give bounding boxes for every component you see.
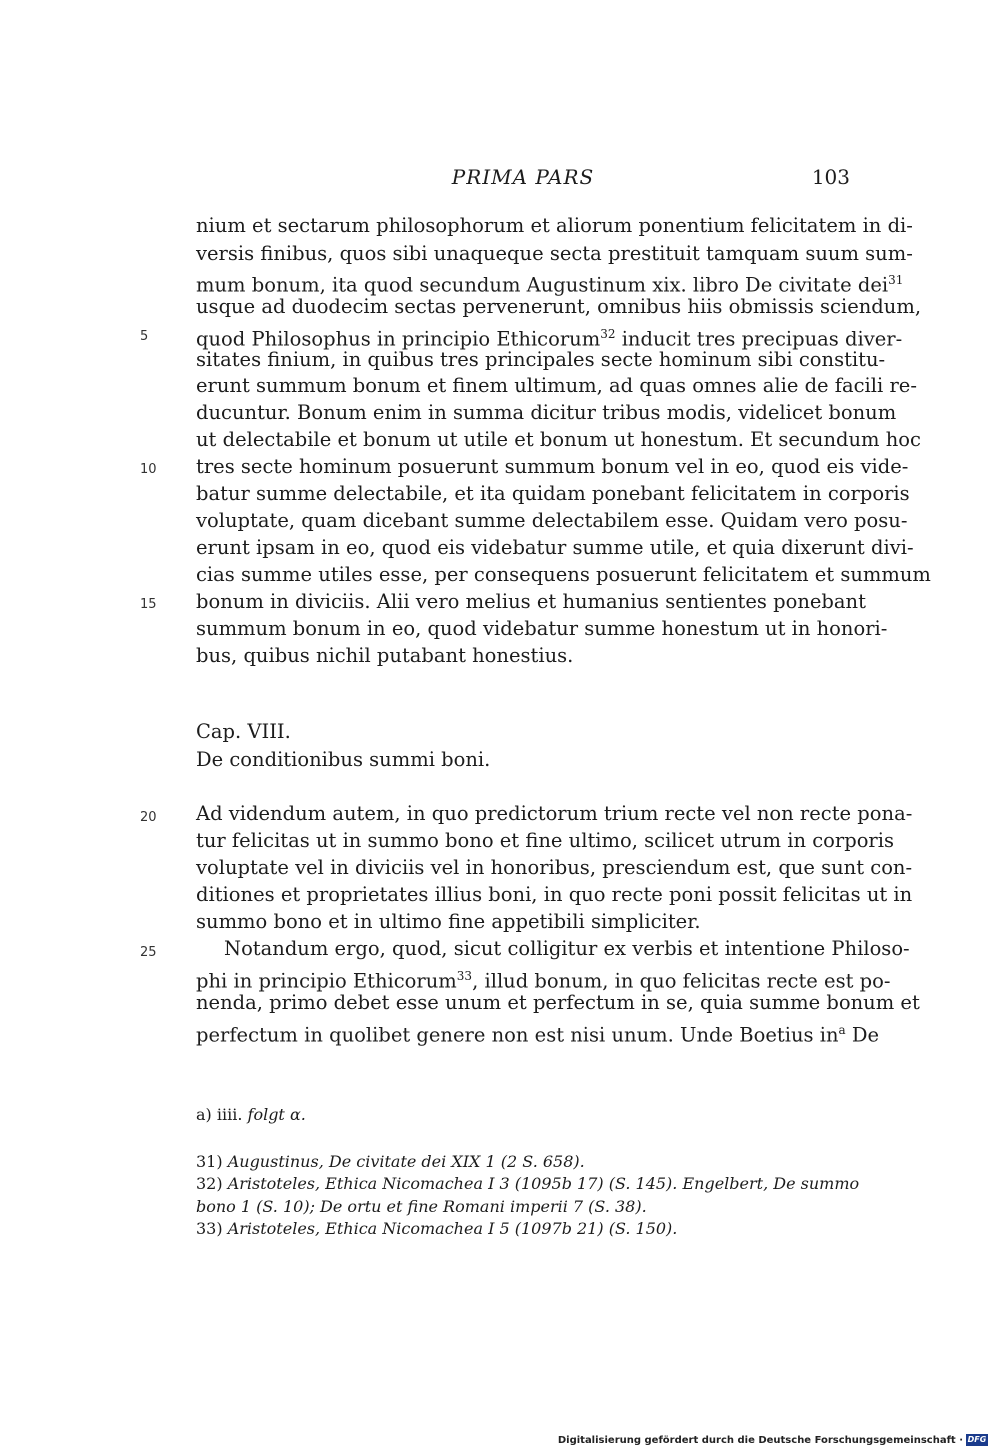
apparatus-note [196,1103,850,1127]
footnote-ref: 32 [600,327,616,341]
line-number: 20 [140,810,157,825]
footnote-text: Aristoteles, Ethica Nicomachea I 5 (1097b 21) (S. 150). [227,1219,678,1238]
text-line: sitates finium, in quibus tres principales secte hominum sibi constitu- [196,348,886,371]
text-segment: Unde Boetius in [680,1023,839,1047]
text-line: voluptate, quam dicebant summe delectabilem esse. Quidam vero posu- [196,509,908,532]
text-line: versis finibus, quos sibi unaqueque secta prestituit tamquam suum sum- [196,242,913,265]
text-segment: phi in principio Ethicorum [196,969,457,993]
chapter-number: Cap. VIII. [196,720,291,743]
text-line: erunt summum bonum et finem ultimum, ad quas omnes alie de facili re- [196,374,917,397]
text-line: tres secte hominum posuerunt summum bonum vel in eo, quod eis vide- [196,455,909,478]
text-line: cias summe utiles esse, per consequens posuerunt felicitatem et summum [196,563,931,586]
footnote-ref: 31 [888,273,904,287]
line-number: 10 [140,462,157,477]
text-segment: mum bonum, ita quod secundum Augustinum xix. libro De civitate dei [196,273,889,297]
text-line: usque ad duodecim sectas pervenerunt, omnibus hiis obmissis sciendum, [196,295,922,318]
text-line: voluptate vel in diviciis vel in honoribus, presciendum est, que sunt con- [196,856,913,879]
footnote-number: 32) [196,1174,223,1193]
line-number: 15 [140,597,157,612]
footnote-32-continued: bono 1 (S. 10); De ortu et fine Romani imperii 7 (S. 38). [196,1197,647,1216]
text-line: Ad videndum autem, in quo predictorum trium recte vel non recte pona- [196,802,913,825]
running-header [196,165,850,195]
text-segment: quod Philosophus in principio Ethicorum [196,327,601,351]
text-line [196,962,891,993]
footnote-33 [196,1217,850,1241]
text-line: nium et sectarum philosophorum et aliorum ponentium felicitatem in di- [196,214,913,237]
text-line [196,1016,880,1047]
apparatus-label: a) iiii. [196,1105,243,1124]
footnote-ref: 33 [456,969,473,983]
page-number: 103 [811,165,850,189]
text-line: ducuntur. Bonum enim in summa dicitur tribus modis, videlicet bonum [196,401,897,424]
footnote-number: 31) [196,1152,223,1171]
text-segment: inducit tres precipuas diver- [615,327,903,351]
footnote-text: Aristoteles, Ethica Nicomachea I 3 (1095b 17) (S. 145). Engelbert, De summo [227,1174,860,1193]
line-number: 25 [140,945,157,960]
text-segment: perfectum in quolibet genere non est nisi unum. [196,1023,674,1047]
footnote-31 [196,1150,850,1174]
text-line: bonum in diviciis. Alii vero melius et humanius sentientes ponebant [196,590,866,613]
apparatus-text: folgt α. [247,1105,306,1124]
footnote-32 [196,1172,860,1196]
text-line: summo bono et in ultimo fine appetibili simpliciter. [196,910,701,933]
credit-text: Digitalisierung gefördert durch die Deutsche Forschungsgemeinschaft · [557,1434,963,1446]
text-line [196,266,904,297]
dfg-logo: DFG [967,1435,987,1444]
running-title: PRIMA PARS [451,165,595,189]
text-line: tur felicitas ut in summo bono et fine ultimo, scilicet utrum in corporis [196,829,895,852]
text-line [196,320,903,351]
text-line: nenda, primo debet esse unum et perfectum in se, quia summe bonum et [196,991,920,1014]
footnote-number: 33) [196,1219,223,1238]
text-line: ditiones et proprietates illius boni, in quo recte poni possit felicitas ut in [196,883,913,906]
line-number: 5 [140,329,149,344]
text-line: erunt ipsam in eo, quod eis videbatur summe utile, et quia dixerunt divi- [196,536,914,559]
text-line: Notandum ergo, quod, sicut colligitur ex verbis et intentione Philoso- [224,937,910,960]
text-segment: , illud bonum, in quo felicitas recte est po- [472,969,891,993]
text-segment: De [845,1023,880,1047]
footnote-text: Augustinus, De civitate dei XIX 1 (2 S. 658). [227,1152,585,1171]
text-line: batur summe delectabile, et ita quidam ponebant felicitatem in corporis [196,482,910,505]
apparatus-ref: a [838,1023,846,1037]
chapter-title: De conditionibus summi boni. [196,748,491,771]
digitization-credit [558,1433,988,1447]
text-line: summum bonum in eo, quod videbatur summe honestum ut in honori- [196,617,888,640]
text-line: bus, quibus nichil putabant honestius. [196,644,574,667]
text-line: ut delectabile et bonum ut utile et bonum ut honestum. Et secundum hoc [196,428,921,451]
